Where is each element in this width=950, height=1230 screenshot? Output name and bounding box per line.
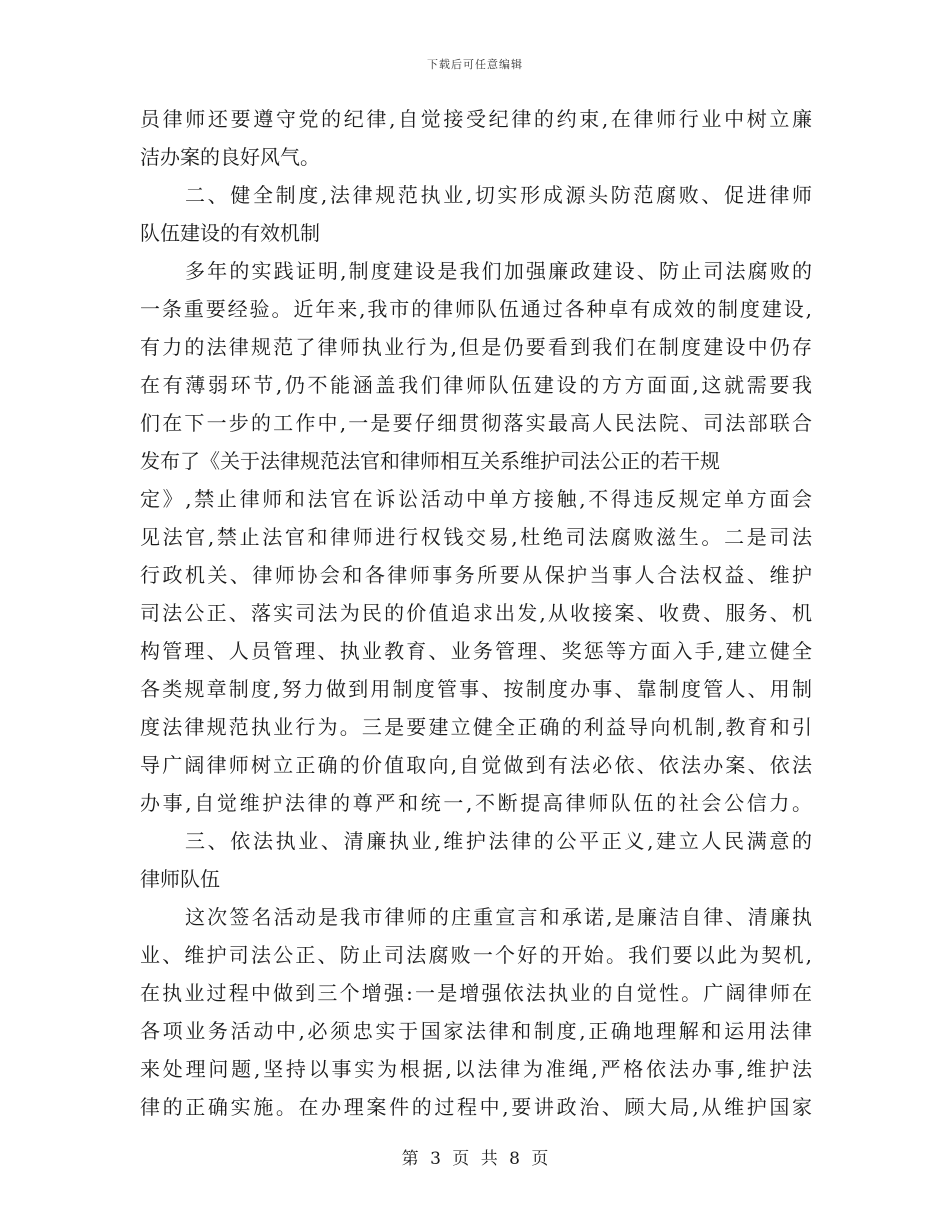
text-line-content: 多年的实践证明,制度建设是我们加强廉政建设、防止司法腐败的 <box>185 259 812 283</box>
text-line-content: 办事,自觉维护法律的尊严和统一,不断提高律师队伍的社会公信力。 <box>140 791 812 815</box>
text-line <box>140 290 812 328</box>
text-line <box>140 936 812 974</box>
text-line <box>140 100 812 138</box>
text-line-content: 三、依法执业、清廉执业,维护法律的公平正义,建立人民满意的 <box>185 829 812 853</box>
text-line <box>140 366 812 404</box>
text-line <box>140 1050 812 1088</box>
text-line-content: 发布了《关于法律规范法官和律师相互关系维护司法公正的若干规 <box>140 449 720 473</box>
text-line <box>140 138 812 176</box>
text-line-content: 来处理问题,坚持以事实为根据,以法律为准绳,严格依法办事,维护法 <box>140 1057 812 1081</box>
text-line <box>140 746 812 784</box>
text-line <box>140 784 812 822</box>
text-line-content: 们在下一步的工作中,一是要仔细贯彻落实最高人民法院、司法部联合 <box>140 411 812 435</box>
text-line-content: 在有薄弱环节,仍不能涵盖我们律师队伍建设的方方面面,这就需要我 <box>140 373 812 397</box>
text-line-content: 构管理、人员管理、执业教育、业务管理、奖惩等方面入手,建立健全 <box>140 639 812 663</box>
text-line <box>140 404 812 442</box>
text-line-content: 度法律规范执业行为。三是要建立健全正确的利益导向机制,教育和引 <box>140 715 812 739</box>
text-line <box>140 860 812 898</box>
document-body <box>140 100 812 1126</box>
page-header: 下载后可任意编辑 <box>427 58 523 71</box>
text-line-content: 行政机关、律师协会和各律师事务所要从保护当事人合法权益、维护 <box>140 563 812 587</box>
text-line-content: 各类规章制度,努力做到用制度管事、按制度办事、靠制度管人、用制 <box>140 677 812 701</box>
text-line-content: 业、维护司法公正、防止司法腐败一个好的开始。我们要以此为契机, <box>140 943 812 967</box>
text-line <box>140 328 812 366</box>
text-line-content: 各项业务活动中,必须忠实于国家法律和制度,正确地理解和运用法律 <box>140 1019 812 1043</box>
text-line-content: 律的正确实施。在办理案件的过程中,要讲政治、顾大局,从维护国家 <box>140 1095 812 1119</box>
text-line-content: 二、健全制度,法律规范执业,切实形成源头防范腐败、促进律师 <box>185 183 812 207</box>
text-line-content: 队伍建设的有效机制 <box>140 221 320 245</box>
text-line <box>140 214 812 252</box>
text-line <box>140 442 812 480</box>
text-line <box>140 480 812 518</box>
text-line <box>140 518 812 556</box>
text-line-content: 这次签名活动是我市律师的庄重宣言和承诺,是廉洁自律、清廉执 <box>185 905 812 929</box>
text-line <box>140 594 812 632</box>
text-line-content: 司法公正、落实司法为民的价值追求出发,从收接案、收费、服务、机 <box>140 601 812 625</box>
text-line-content: 定》,禁止律师和法官在诉讼活动中单方接触,不得违反规定单方面会 <box>140 487 812 511</box>
text-line <box>140 898 812 936</box>
text-line-content: 有力的法律规范了律师执业行为,但是仍要看到我们在制度建设中仍存 <box>140 335 812 359</box>
text-line <box>140 1012 812 1050</box>
text-line <box>140 632 812 670</box>
text-line <box>140 176 812 214</box>
text-line-content: 律师队伍 <box>140 867 220 891</box>
text-line <box>140 556 812 594</box>
text-line <box>140 252 812 290</box>
text-line-content: 员律师还要遵守党的纪律,自觉接受纪律的约束,在律师行业中树立廉 <box>140 107 812 131</box>
text-line <box>140 1088 812 1126</box>
text-line <box>140 822 812 860</box>
text-line <box>140 974 812 1012</box>
page-number: 第 3 页 共 8 页 <box>401 1149 549 1169</box>
text-line-content: 导广阔律师树立正确的价值取向,自觉做到有法必依、依法办案、依法 <box>140 753 812 777</box>
text-line <box>140 670 812 708</box>
text-line-content: 一条重要经验。近年来,我市的律师队伍通过各种卓有成效的制度建设, <box>140 297 812 321</box>
text-line-content: 见法官,禁止法官和律师进行权钱交易,杜绝司法腐败滋生。二是司法 <box>140 525 812 549</box>
text-line-content: 在执业过程中做到三个增强:一是增强依法执业的自觉性。广阔律师在 <box>140 981 812 1005</box>
text-line-content: 洁办案的良好风气。 <box>140 145 320 169</box>
text-line <box>140 708 812 746</box>
